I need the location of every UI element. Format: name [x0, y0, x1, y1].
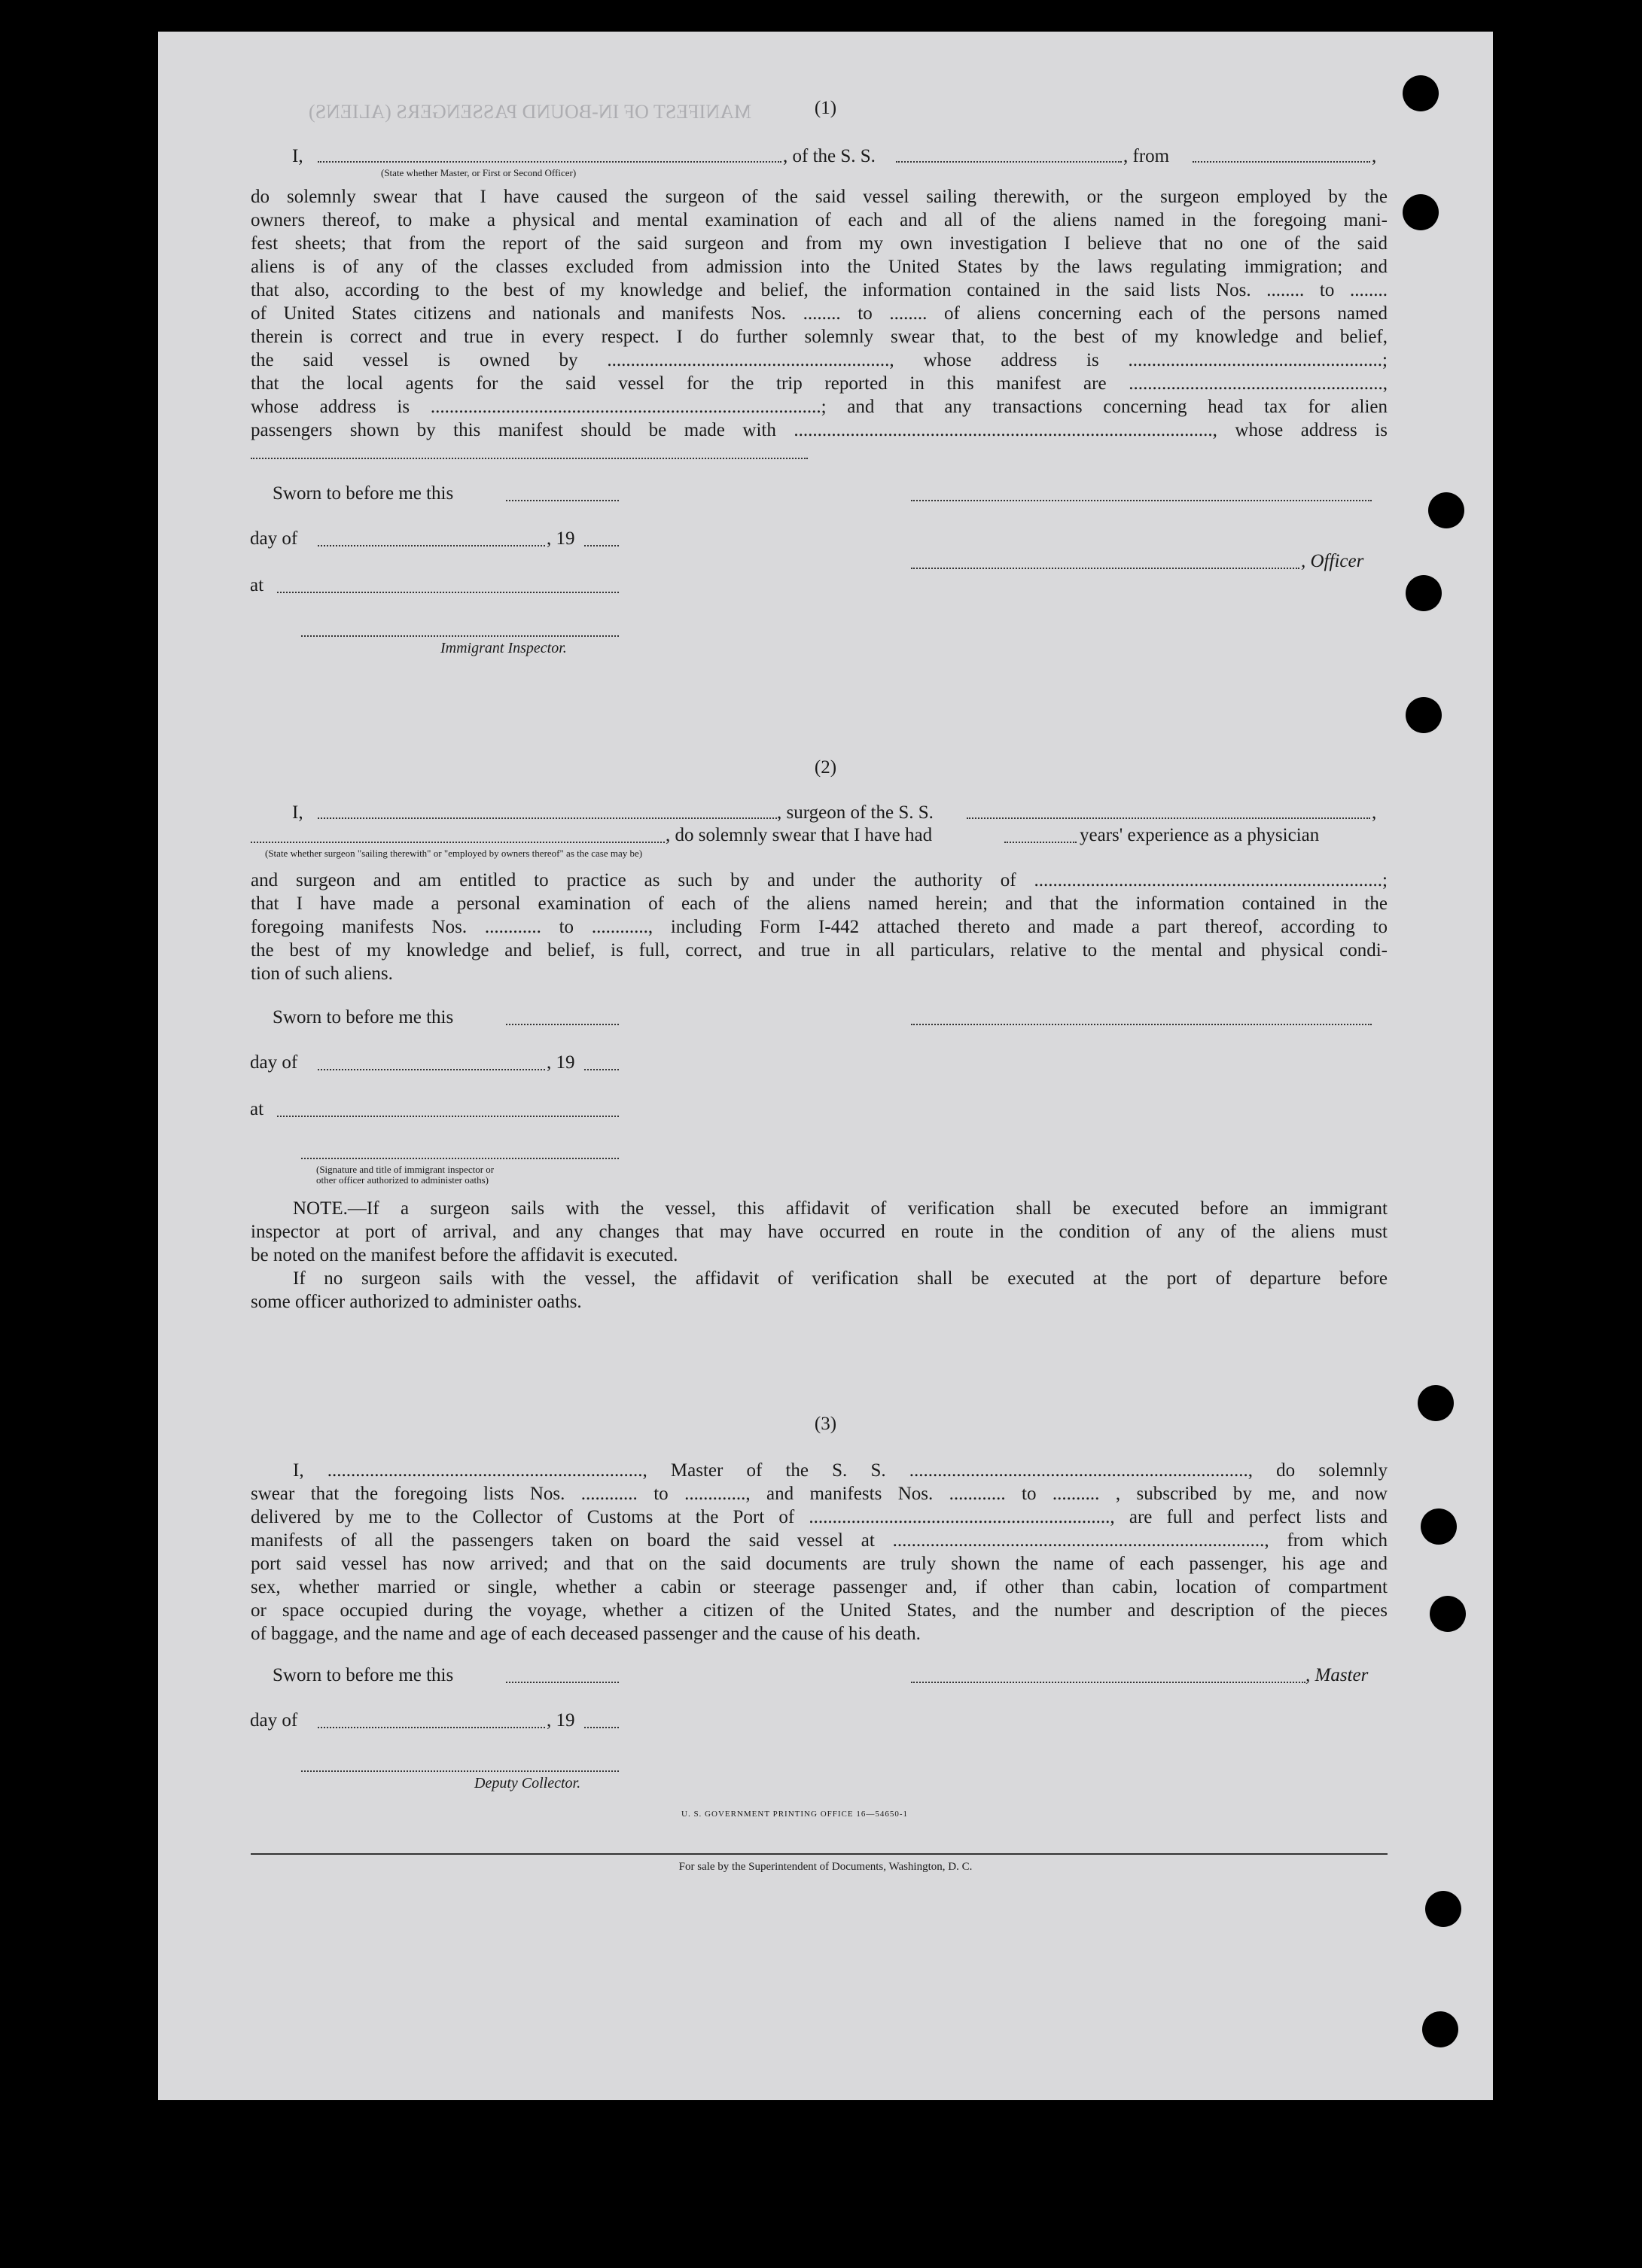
s2-at-field[interactable] [277, 1116, 619, 1117]
section-2-number: (2) [814, 757, 837, 778]
s1-of-ss: , of the S. S. [783, 146, 876, 166]
s1-at: at [250, 575, 264, 595]
s1-line: that the local agents for the said vessel for the trip reported in this manifest are ......................................................, [251, 373, 1388, 394]
punch-hole [1428, 492, 1464, 528]
s1-dayof: day of [250, 528, 298, 549]
s3-line: manifests of all the passengers taken on board the said vessel at ..............................................................................., from which [251, 1530, 1388, 1551]
s1-line: that also, according to the best of my knowledge and belief, the information contained in the said lists Nos. ........ to ........ [251, 280, 1388, 300]
s1-address-field[interactable] [251, 458, 808, 459]
s2-sworn: Sworn to before me this [273, 1007, 454, 1027]
s3-deputy-label: Deputy Collector. [474, 1775, 581, 1792]
s3-line: swear that the foregoing lists Nos. ............ to ............., and manifests Nos. ............ to .......... , subscribed by me, and now [251, 1484, 1388, 1504]
section-3-number: (3) [814, 1414, 837, 1434]
s1-line: the said vessel is owned by ............................................................, whose address is ......................................................; [251, 350, 1388, 370]
s2-years-field[interactable] [1004, 842, 1077, 843]
s2-line: the best of my knowledge and belief, is full, correct, and true in all particulars, relative to the mental and physical condi- [251, 940, 1388, 960]
s2-surgeon-sign[interactable] [911, 1024, 1372, 1025]
s1-line: whose address is ...................................................................................; and that any transactions concerning head tax for alien [251, 397, 1388, 417]
s1-from-field[interactable] [1193, 161, 1370, 163]
s2-sworn-field[interactable] [506, 1024, 619, 1025]
punch-hole [1421, 1508, 1457, 1545]
s2-swear: , do solemnly swear that I have had [666, 825, 933, 845]
s3-master-field[interactable] [911, 1682, 1305, 1683]
s1-year-field[interactable] [584, 545, 619, 546]
footer-rule [251, 1853, 1388, 1855]
s3-sworn-field[interactable] [506, 1682, 619, 1683]
punch-hole [1406, 697, 1442, 733]
s3-year-field[interactable] [584, 1727, 619, 1728]
section-1-number: (1) [814, 98, 837, 118]
s1-line: aliens is of any of the classes excluded from admission into the United States by the laws regulating immigration; and [251, 257, 1388, 277]
s1-inspector-label: Immigrant Inspector. [440, 640, 567, 656]
s2-hint: (State whether surgeon "sailing therewith" or "employed by owners thereof" as the case may be) [265, 848, 643, 859]
s3-day-field[interactable] [318, 1727, 545, 1728]
manifest-page [158, 32, 1493, 2100]
note-line: be noted on the manifest before the affidavit is executed. [251, 1245, 678, 1265]
s1-hint: (State whether Master, or First or Second Officer) [381, 167, 577, 178]
s1-day-field[interactable] [318, 545, 545, 546]
s2-surgeon-type-field[interactable] [251, 842, 665, 843]
s2-years-exp: years' experience as a physician [1080, 825, 1320, 845]
s1-officer-label: , Officer [1301, 551, 1364, 571]
s2-sig-caption-2: other officer authorized to administer oaths) [316, 1174, 489, 1186]
s2-line: foregoing manifests Nos. ............ to ............, including Form I-442 attached thereto and made a part thereof, according to [251, 917, 1388, 937]
punch-hole [1425, 1891, 1461, 1927]
s1-line: fest sheets; that from the report of the said surgeon and from my own investigation I believe that no one of the said [251, 233, 1388, 254]
s3-sworn: Sworn to before me this [273, 1665, 454, 1685]
punch-hole [1403, 194, 1439, 230]
s2-line: tion of such aliens. [251, 964, 393, 984]
s3-line: port said vessel has now arrived; and that on the said documents are truly shown the name of each passenger, his age and [251, 1554, 1388, 1574]
note-line: NOTE.—If a surgeon sails with the vessel, this affidavit of verification shall be executed before an immigrant [293, 1198, 1388, 1219]
punch-hole [1430, 1596, 1466, 1632]
s3-deputy-sign[interactable] [301, 1770, 619, 1772]
s1-at-field[interactable] [277, 592, 619, 593]
s2-19: , 19 [547, 1052, 575, 1073]
s3-master-label: , Master [1305, 1665, 1369, 1685]
s1-sworn: Sworn to before me this [273, 483, 454, 504]
note-line: inspector at port of arrival, and any changes that may have occurred en route in the condition of any of the aliens must [251, 1222, 1388, 1242]
s1-sworn-field[interactable] [506, 500, 619, 501]
s3-line: or space occupied during the voyage, whether a citizen of the United States, and the number and description of the pieces [251, 1600, 1388, 1621]
s1-officer-field[interactable] [911, 568, 1299, 569]
s3-line: of baggage, and the name and age of each deceased passenger and the cause of his death. [251, 1624, 921, 1644]
s2-year-field[interactable] [584, 1069, 619, 1070]
s1-inspector-sign[interactable] [301, 635, 619, 637]
s1-comma: , [1372, 146, 1377, 166]
s2-vessel-field[interactable] [967, 817, 1370, 819]
s2-dayof: day of [250, 1052, 298, 1073]
s1-name-field[interactable] [318, 161, 781, 163]
s1-line: of United States citizens and nationals and manifests Nos. ........ to ........ of aliens concerning each of the persons named [251, 303, 1388, 324]
s2-name-field[interactable] [318, 817, 777, 819]
s3-line: I, ..................................................................., Master of the S. S. ........................................................................, do solemnly [293, 1460, 1388, 1481]
bleed-through-text: MANIFEST OF IN-BOUND PASSENGERS (ALIENS) [309, 101, 751, 123]
s3-dayof: day of [250, 1710, 298, 1731]
s2-day-field[interactable] [318, 1069, 545, 1070]
s3-19: , 19 [547, 1710, 575, 1731]
s1-i: I, [292, 146, 303, 166]
s1-line: therein is correct and true in every respect. I do further solemnly swear that, to the best of my knowledge and belief, [251, 327, 1388, 347]
sale-note: For sale by the Superintendent of Documents, Washington, D. C. [678, 1861, 973, 1873]
s2-at: at [250, 1099, 264, 1119]
note-line: some officer authorized to administer oaths. [251, 1292, 582, 1312]
s1-vessel-field[interactable] [896, 161, 1122, 163]
s2-line: and surgeon and am entitled to practice as such by and under the authority of ..........................................................................; [251, 870, 1388, 890]
s2-inspector-sign[interactable] [301, 1158, 619, 1159]
s3-line: sex, whether married or single, whether a cabin or steerage passenger and, if other than cabin, location of compartment [251, 1577, 1388, 1597]
s1-line: passengers shown by this manifest should be made with ........................................................................................., whose address is [251, 420, 1388, 440]
s1-19: , 19 [547, 528, 575, 549]
s2-line: that I have made a personal examination of each of the aliens named herein; and that the information contained in the [251, 894, 1388, 914]
note-line: If no surgeon sails with the vessel, the affidavit of verification shall be executed at the port of departure before [293, 1268, 1388, 1289]
s2-comma: , [1372, 802, 1377, 823]
s1-line: owners thereof, to make a physical and mental examination of each and all of the aliens named in the foregoing mani- [251, 210, 1388, 230]
punch-hole [1406, 575, 1442, 611]
s1-officer-sign-top[interactable] [911, 500, 1372, 501]
s2-sig-caption-1: (Signature and title of immigrant inspector or [316, 1164, 495, 1175]
s1-line: do solemnly swear that I have caused the surgeon of the said vessel sailing therewith, or the surgeon employed by the [251, 187, 1388, 207]
gpo-imprint: U. S. GOVERNMENT PRINTING OFFICE 16—54650-1 [681, 1810, 909, 1819]
s2-i: I, [292, 802, 303, 823]
s3-line: delivered by me to the Collector of Customs at the Port of ................................................................, are full and perfect lists and [251, 1507, 1388, 1527]
s1-from: , from [1123, 146, 1170, 166]
punch-hole [1422, 2011, 1458, 2047]
s2-surgeon-ss: , surgeon of the S. S. [777, 802, 934, 823]
